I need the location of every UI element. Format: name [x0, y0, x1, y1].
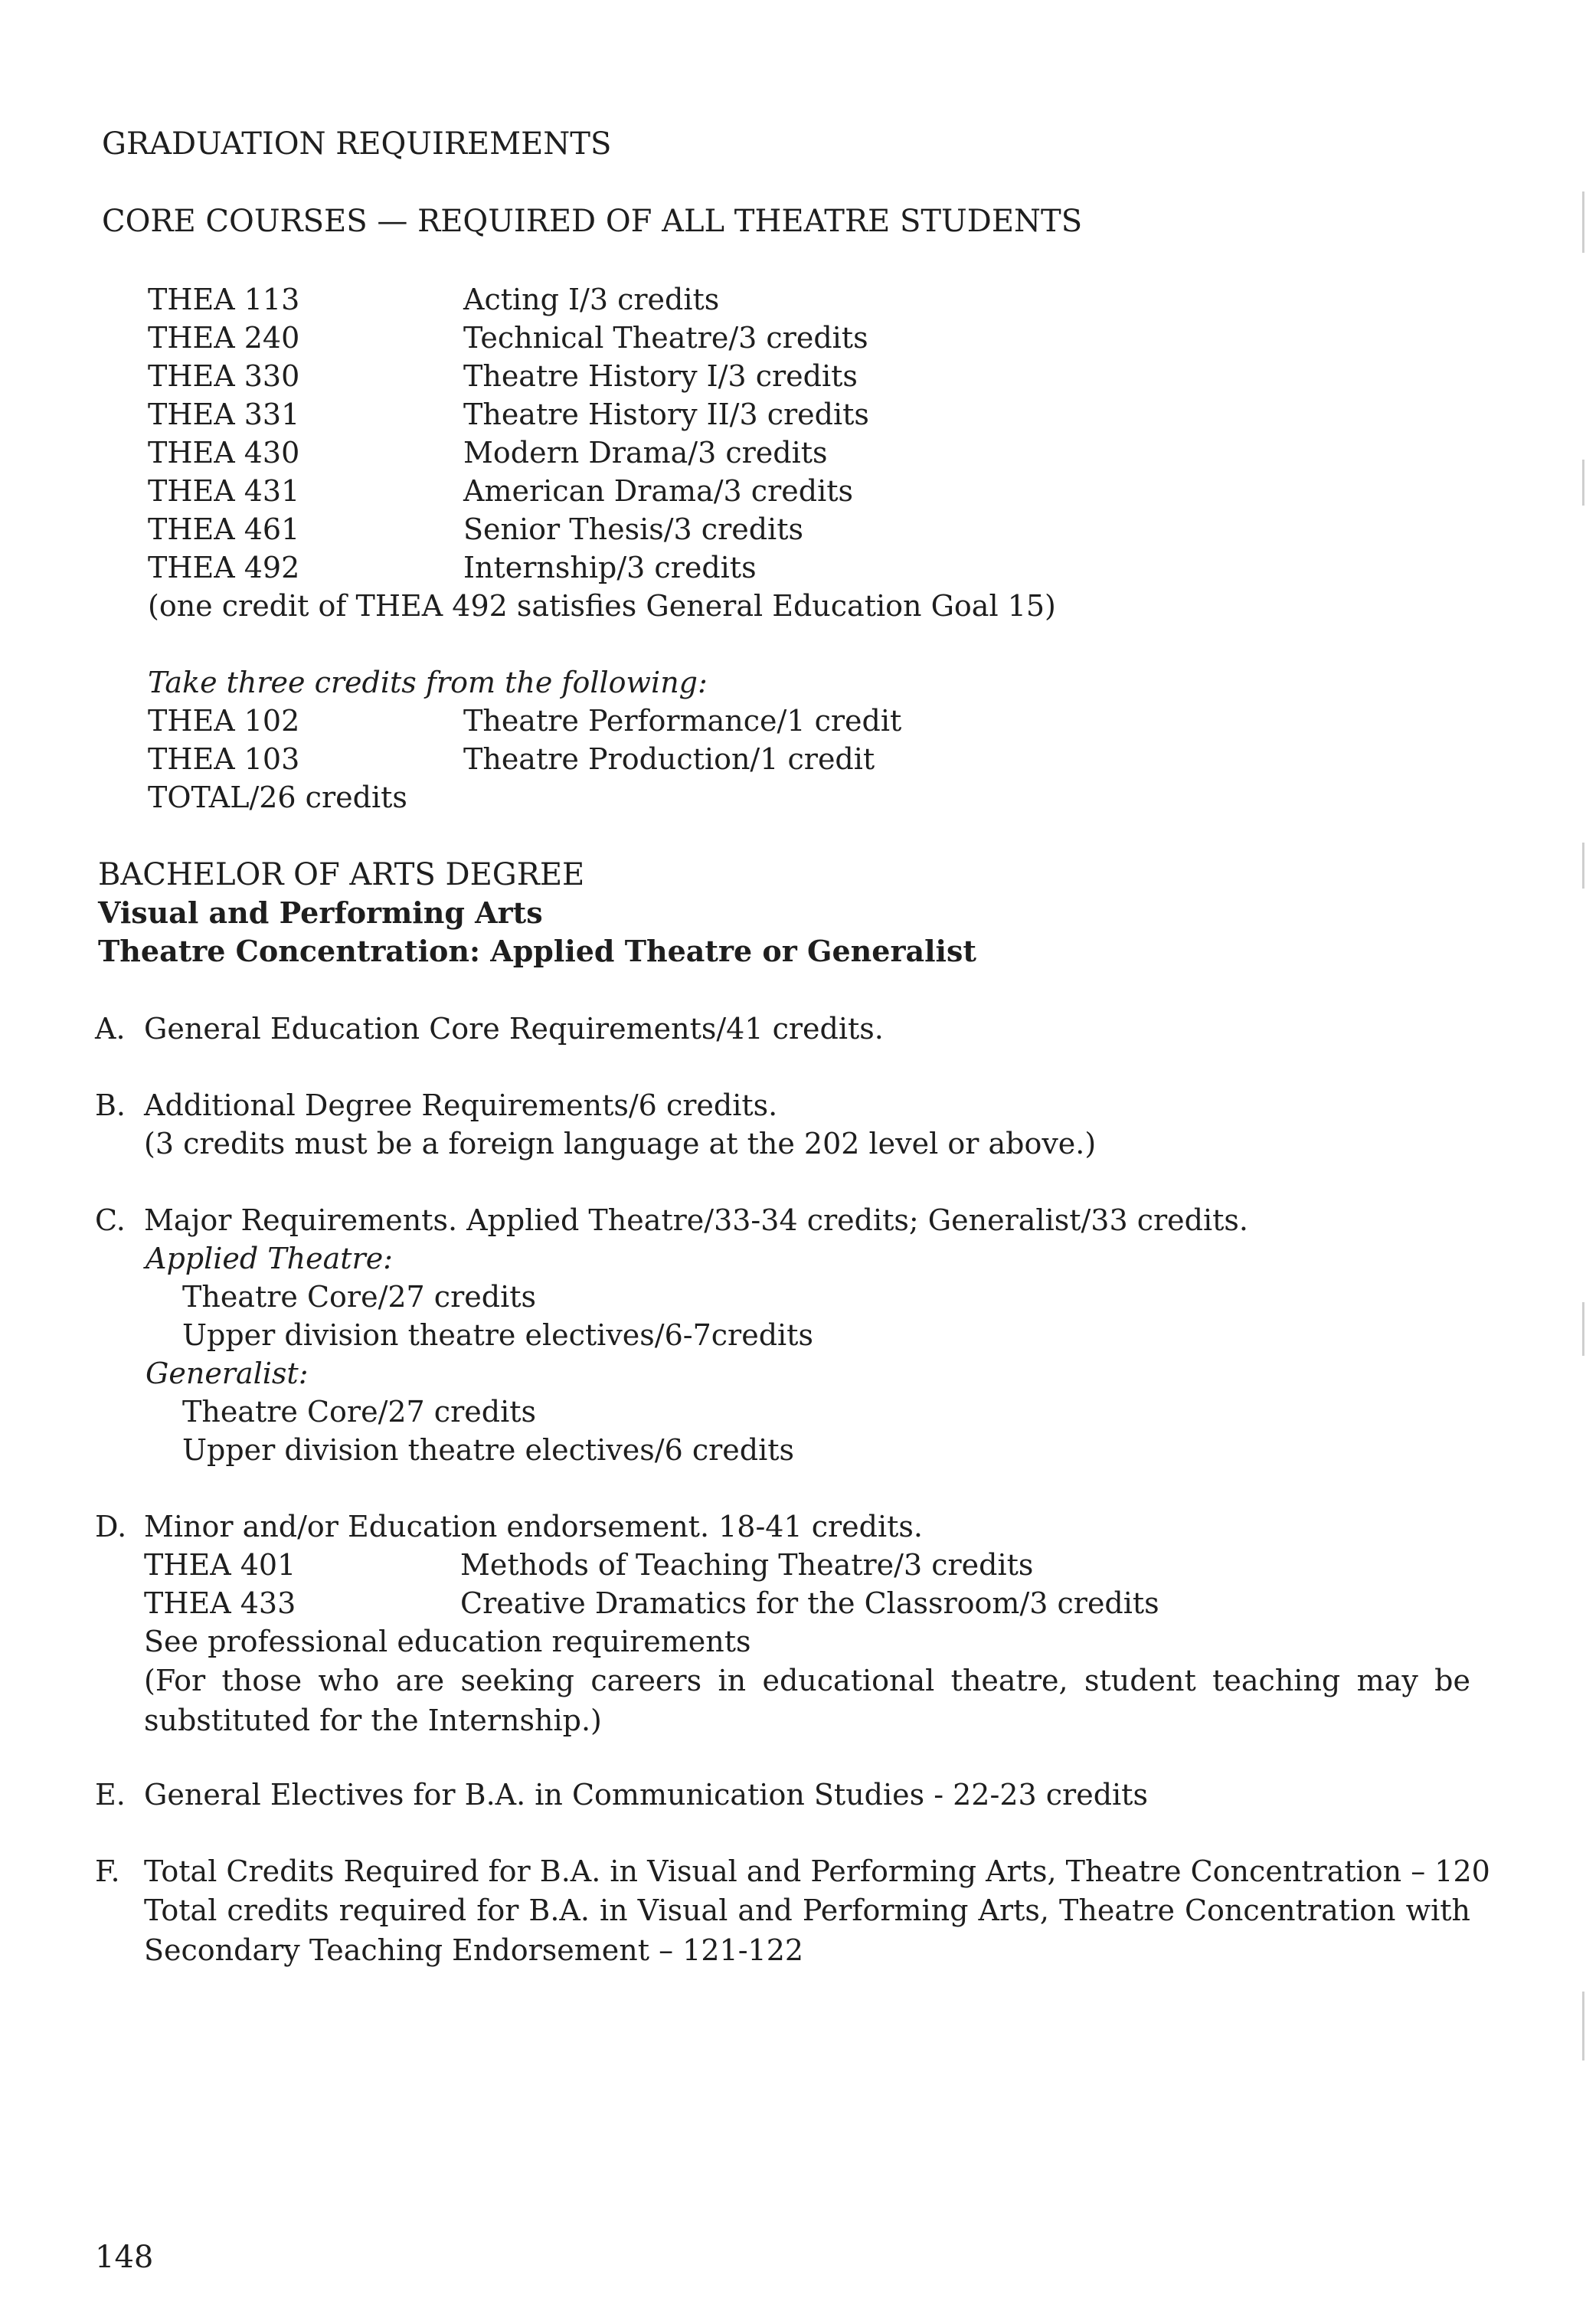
applied-item: Theatre Core/27 credits: [182, 1280, 536, 1314]
core-note: (one credit of THEA 492 satisfies General Education Goal 15): [148, 589, 1056, 623]
course-code: THEA 330: [148, 359, 300, 393]
course-code: THEA 431: [148, 474, 300, 508]
section-c-text: Major Requirements. Applied Theatre/33-34 credits; Generalist/33 credits.: [144, 1203, 1248, 1237]
course-title: Theatre Performance/1 credit: [463, 704, 902, 738]
course-code: THEA 103: [148, 742, 300, 776]
section-b-text: Additional Degree Requirements/6 credits.: [144, 1088, 778, 1122]
course-code: THEA 401: [144, 1548, 296, 1582]
take-three-label: Take three credits from the following:: [148, 666, 708, 699]
graduation-requirements-heading: GRADUATION REQUIREMENTS: [102, 126, 612, 162]
course-title: American Drama/3 credits: [463, 474, 853, 508]
section-d-see: See professional education requirements: [144, 1625, 751, 1658]
course-title: Technical Theatre/3 credits: [463, 321, 868, 355]
scan-edge-mark: [1582, 843, 1584, 889]
section-letter: B.: [95, 1088, 126, 1122]
scan-edge-mark: [1582, 1992, 1584, 2061]
generalist-item: Upper division theatre electives/6 credits: [182, 1433, 795, 1467]
section-f-text-2: Total credits required for B.A. in Visual and Performing Arts, Theatre Concentration with Secondary Teaching Endorsement – 121-122: [144, 1894, 1470, 1967]
course-code: THEA 240: [148, 321, 300, 355]
generalist-item: Theatre Core/27 credits: [182, 1395, 536, 1429]
course-title: Senior Thesis/3 credits: [463, 512, 803, 546]
ba-subheading-1: Visual and Performing Arts: [98, 895, 543, 930]
course-code: THEA 461: [148, 512, 300, 546]
core-total: TOTAL/26 credits: [148, 781, 407, 814]
section-letter: E.: [95, 1778, 126, 1812]
scan-edge-mark: [1582, 460, 1584, 506]
course-title: Modern Drama/3 credits: [463, 436, 828, 470]
course-code: THEA 113: [148, 283, 300, 316]
section-b-note: (3 credits must be a foreign language at the 202 level or above.): [144, 1127, 1097, 1160]
section-letter: C.: [95, 1203, 126, 1237]
course-code: THEA 492: [148, 551, 300, 584]
course-title: Theatre History I/3 credits: [463, 359, 858, 393]
course-title: Creative Dramatics for the Classroom/3 credits: [460, 1586, 1159, 1620]
section-d-note: (For those who are seeking careers in educational theatre, student teaching may be substituted for the Internship.): [144, 1664, 1470, 1737]
course-title: Theatre Production/1 credit: [463, 742, 875, 776]
section-d-text: Minor and/or Education endorsement. 18-41 credits.: [144, 1510, 924, 1543]
ba-heading: BACHELOR OF ARTS DEGREE: [98, 857, 585, 892]
course-code: THEA 102: [148, 704, 300, 738]
course-title: Acting I/3 credits: [463, 283, 720, 316]
scan-edge-mark: [1582, 1302, 1584, 1356]
page-number: 148: [95, 2240, 154, 2275]
course-title: Internship/3 credits: [463, 551, 757, 584]
course-code: THEA 331: [148, 398, 300, 431]
course-title: Theatre History II/3 credits: [463, 398, 869, 431]
section-f-text-1: Total Credits Required for B.A. in Visual and Performing Arts, Theatre Concentration – 120: [144, 1854, 1490, 1888]
course-code: THEA 433: [144, 1586, 296, 1620]
course-title: Methods of Teaching Theatre/3 credits: [460, 1548, 1034, 1582]
scan-edge-mark: [1582, 191, 1584, 253]
section-letter: A.: [95, 1012, 126, 1046]
applied-item: Upper division theatre electives/6-7credits: [182, 1318, 813, 1352]
course-code: THEA 430: [148, 436, 300, 470]
core-courses-heading: CORE COURSES — REQUIRED OF ALL THEATRE STUDENTS: [102, 204, 1083, 239]
section-e-text: General Electives for B.A. in Communication Studies - 22-23 credits: [144, 1778, 1148, 1812]
section-letter: D.: [95, 1510, 127, 1543]
ba-subheading-2: Theatre Concentration: Applied Theatre or Generalist: [98, 934, 976, 968]
section-a-text: General Education Core Requirements/41 credits.: [144, 1012, 884, 1046]
section-letter: F.: [95, 1854, 120, 1888]
generalist-label: Generalist:: [146, 1357, 309, 1390]
applied-theatre-label: Applied Theatre:: [146, 1242, 393, 1275]
